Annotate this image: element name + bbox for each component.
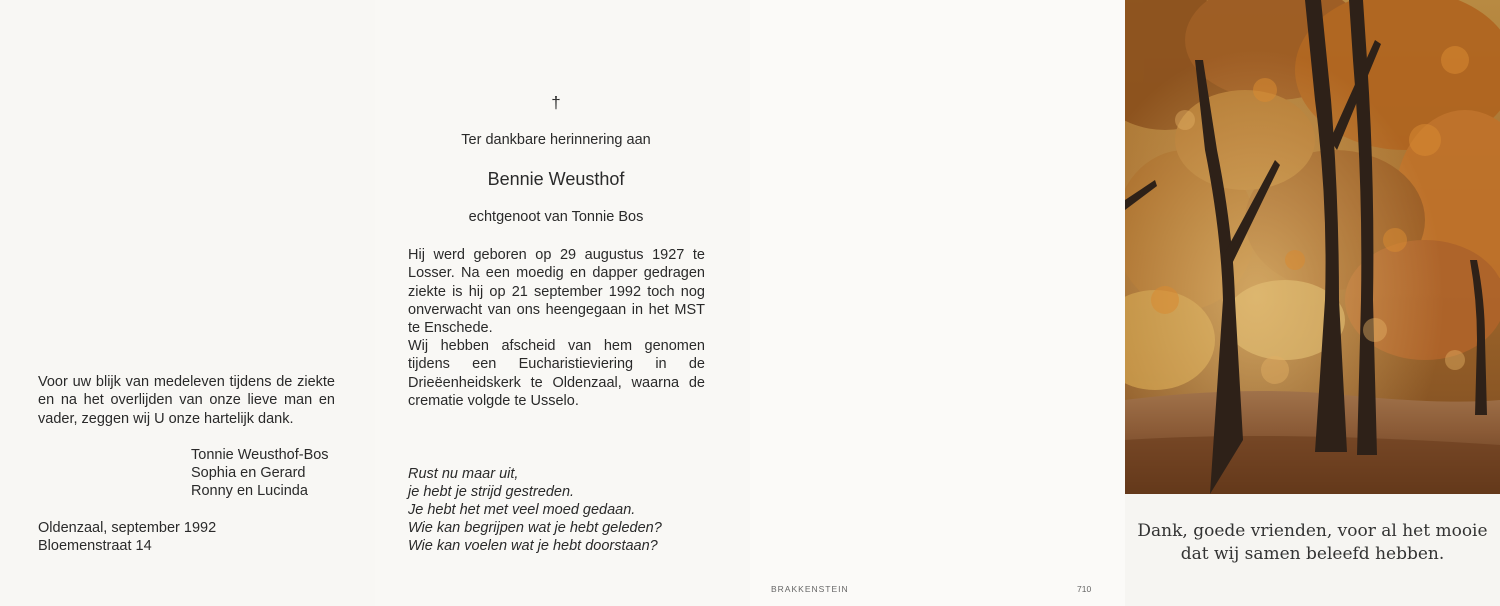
poem-line-1: Rust nu maar uit,: [408, 466, 519, 482]
farewell-text: Wij hebben afscheid van hem genomen tijdens een Eucharistieviering in de Drieëenheidskerk te Oldenzaal, waarna de crematie volgde te Usselo.: [408, 338, 705, 409]
poem-line-2: je hebt je strijd gestreden.: [408, 484, 575, 500]
cover-caption: [1125, 520, 1500, 566]
cross-symbol: †: [551, 93, 561, 112]
spouse-line: echtgenoot van Tonnie Bos: [468, 209, 644, 225]
cover-caption-line-1: Dank, goede vrienden, voor al het mooie: [1137, 521, 1488, 541]
acknowledgement-text: Voor uw blijk van medeleven tijdens de ziekte en na het overlijden van onze lieve man en vader, zeggen wij U onze hartelijk dank.: [38, 374, 335, 427]
printer-name: BRAKKENSTEIN: [771, 584, 849, 594]
cover-caption-line-2: dat wij samen beleefd hebben.: [1180, 544, 1445, 564]
signatory-2: Sophia en Gerard: [191, 465, 306, 481]
memorial-intro: Ter dankbare herinnering aan: [461, 132, 651, 148]
autumn-forest-photo: [1125, 0, 1500, 494]
signatory-1: Tonnie Weusthof-Bos: [191, 447, 329, 463]
printer-code: 710: [1077, 584, 1092, 594]
biography-text: Hij werd geboren op 29 augustus 1927 te Losser. Na een moedig en dapper gedragen ziekte is hij op 21 september 1992 toch nog onverwacht van ons heengegaan in het MST te Enschede.: [408, 247, 705, 337]
poem-line-4: Wie kan begrijpen wat je hebt geleden?: [408, 520, 662, 536]
signatory-3: Ronny en Lucinda: [191, 483, 308, 499]
place-date: Oldenzaal, september 1992: [38, 520, 217, 536]
acknowledgement-panel: [0, 0, 375, 606]
address: Bloemenstraat 14: [38, 538, 152, 554]
deceased-name: Bennie Weusthof: [487, 169, 625, 189]
blank-panel: [750, 0, 1125, 606]
poem-line-3: Je hebt het met veel moed gedaan.: [408, 502, 636, 518]
poem-line-5: Wie kan voelen wat je hebt doorstaan?: [408, 538, 658, 554]
